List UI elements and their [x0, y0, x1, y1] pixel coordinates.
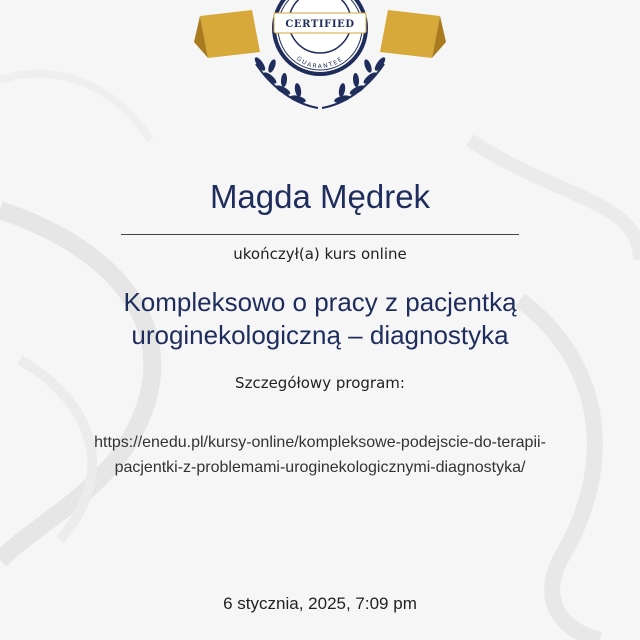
name-underline: [121, 234, 519, 235]
completion-date: 6 stycznia, 2025, 7:09 pm: [223, 594, 417, 613]
certified-seal: [190, 0, 450, 118]
course-title-line: Kompleksowo o pracy z pacjentką: [123, 287, 517, 317]
recipient-name: Magda Mędrek: [209, 178, 431, 215]
seal-ring-text: GUARANTEE: [295, 55, 345, 71]
ribbon-right: [380, 10, 440, 58]
program-link[interactable]: [0, 430, 640, 480]
ribbon-left: [200, 10, 260, 58]
course-title: [0, 286, 640, 352]
program-link-line[interactable]: https://enedu.pl/kursy-online/kompleksowe-podejscie-do-terapii-: [94, 434, 546, 451]
seal-badge-text: CERTIFIED: [285, 19, 355, 30]
program-label: Szczegółowy program:: [235, 374, 405, 392]
course-title-line: uroginekologiczną – diagnostyka: [131, 320, 509, 350]
completed-course-text: ukończył(a) kurs online: [233, 245, 407, 263]
program-link-line[interactable]: pacjentki-z-problemami-uroginekologicznymi-diagnostyka/: [114, 459, 526, 476]
